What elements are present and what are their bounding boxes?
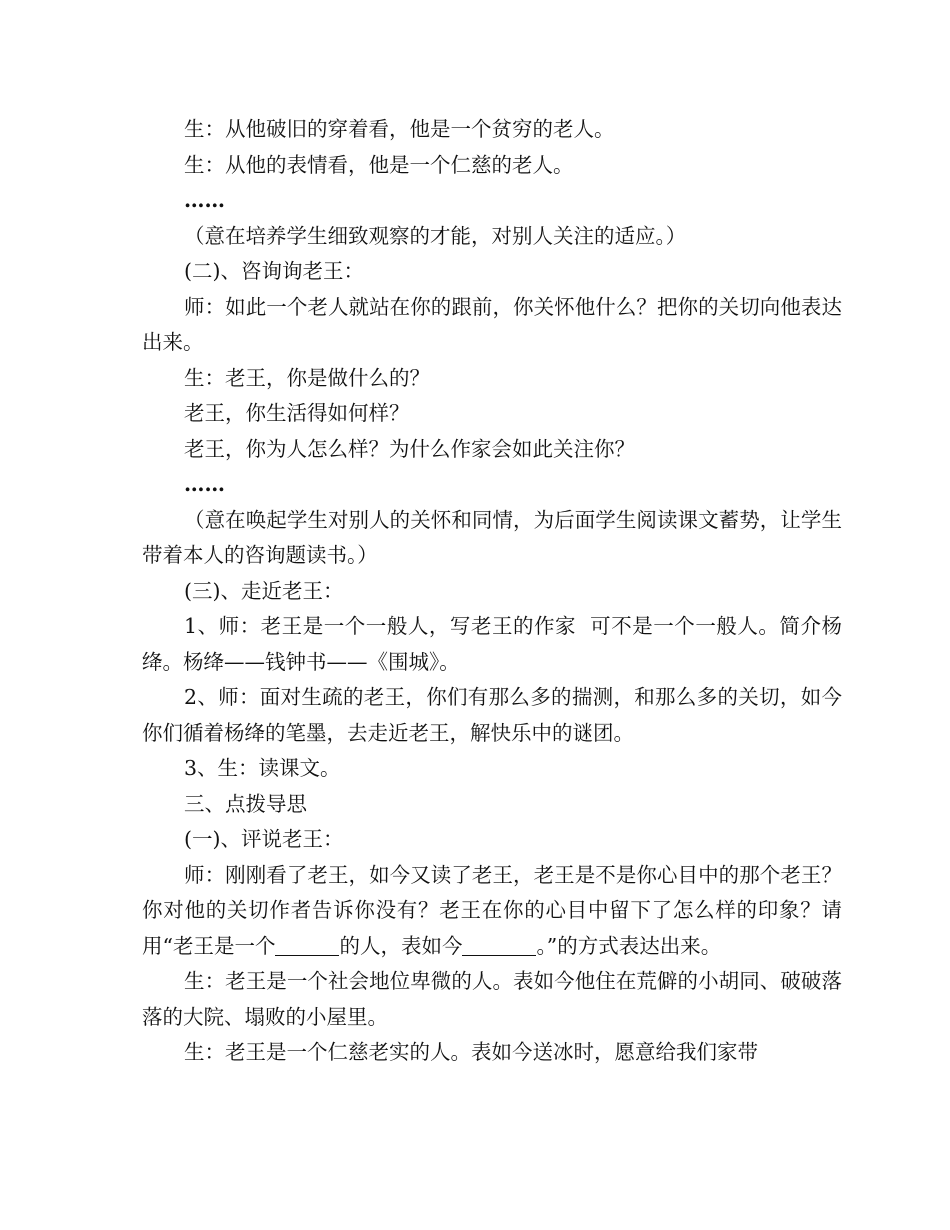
paragraph: 老王，你生活得如何样？	[184, 401, 410, 425]
paragraph: 生：从他破旧的穿着看，他是一个贫穷的老人。	[184, 117, 615, 141]
section-heading: (三)、走近老王：	[184, 578, 344, 603]
paragraph-with-blanks	[142, 858, 842, 965]
fill-blank	[275, 935, 339, 956]
paragraph-note: （意在唤起学生对别人的关怀和同情，为后面学生阅读课文蓄势，让学生带着本人的咨询题读书。）	[142, 507, 842, 567]
paragraph-text: 的人，表如今	[339, 933, 463, 958]
ellipsis-line: ……	[184, 472, 225, 496]
paragraph-text: 师：刚刚看了老王，如今又读了老王，老王是不是你心目中的那个老王？你对他的关切作者告诉你没有？老王在你的心目中留下了怎么样的印象？请用“老王是一个	[142, 862, 842, 958]
paragraph: 生：老王，你是做什么的？	[184, 365, 430, 390]
paragraph: 2、师：面对生疏的老王，你们有那么多的揣测，和那么多的关切，如今你们循着杨绛的笔墨，去走近老王，解快乐中的谜团。	[142, 685, 842, 745]
paragraph: 生：老王是一个仁慈老实的人。表如今送冰时，愿意给我们家带	[184, 1040, 758, 1064]
paragraph: 师：如此一个老人就站在你的跟前，你关怀他什么？把你的关切向他表达出来。	[142, 294, 842, 354]
paragraph: 1、师：老王是一个一般人，写老王的作家 可不是一个一般人。简介杨绛。杨绛——钱钟书——《围城》。	[142, 614, 842, 674]
document-body	[142, 112, 842, 1071]
paragraph-note: （意在培养学生细致观察的才能，对别人关注的适应。）	[184, 223, 687, 248]
fill-blank	[462, 935, 536, 956]
section-heading: (一)、评说老王：	[184, 827, 344, 851]
paragraph: 老王，你为人怎么样？为什么作家会如此关注你？	[184, 436, 635, 461]
paragraph: 生：从他的表情看，他是一个仁慈的老人。	[184, 152, 574, 177]
paragraph: 3、生：读课文。	[184, 756, 341, 780]
section-heading: (二)、咨询询老王：	[184, 259, 364, 283]
ellipsis-line: ……	[184, 188, 225, 212]
paragraph-text: 。”的方式表达出来。	[536, 933, 722, 958]
section-heading: 三、点拨导思	[184, 791, 307, 816]
paragraph: 生：老王是一个社会地位卑微的人。表如今他住在荒僻的小胡同、破破落落的大院、塌败的小屋里。	[142, 969, 842, 1029]
